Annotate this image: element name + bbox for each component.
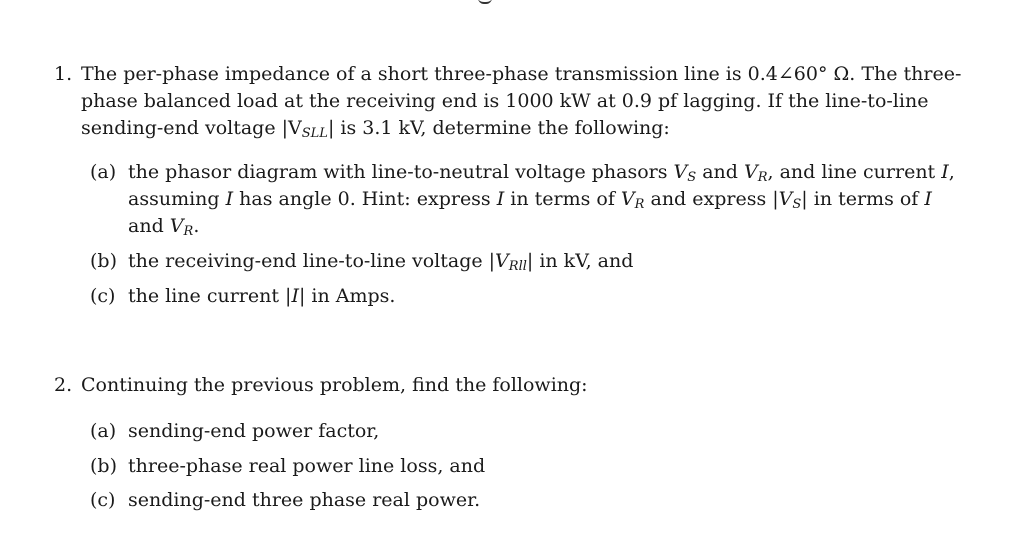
problem-2	[54, 372, 964, 399]
page-top-fragment	[478, 0, 492, 4]
statement-line: sending-end voltage $|V_{SLL}|$ is 3.1 kV, determine the following:	[81, 117, 670, 142]
part-text: the receiving-end line-to-line voltage $|V_{Rll}|$ in kV, and	[128, 250, 634, 275]
problem-number: 1.	[54, 63, 73, 85]
problem-1-part-a	[90, 159, 958, 240]
problem-statement	[81, 372, 964, 399]
problem-1-part-b	[90, 248, 958, 275]
statement-line: Continuing the previous problem, find the following:	[81, 374, 588, 396]
problem-2-part-c	[90, 487, 958, 514]
problem-2-part-a	[90, 418, 958, 445]
problem-1-part-c	[90, 283, 958, 310]
problem-statement	[81, 61, 964, 142]
part-label: (b)	[90, 455, 117, 477]
statement-line: The per-phase impedance of a short three-phase transmission line is 0.4∠60° Ω. The three-	[81, 63, 962, 85]
part-label: (a)	[90, 420, 117, 442]
part-label: (b)	[90, 250, 117, 272]
part-text: the line current |I| in Amps.	[128, 285, 396, 307]
part-label: (c)	[90, 489, 116, 511]
part-text: sending-end three phase real power.	[128, 489, 481, 511]
part-label: (c)	[90, 285, 116, 307]
statement-line: phase balanced load at the receiving end is 1000 kW at 0.9 pf lagging. If the line-to-line	[81, 90, 929, 112]
problem-1	[54, 61, 964, 142]
part-text: sending-end power factor,	[128, 420, 380, 442]
problem-2-part-b	[90, 453, 958, 480]
problem-number: 2.	[54, 374, 73, 396]
part-text: three-phase real power line loss, and	[128, 455, 486, 477]
part-label: (a)	[90, 161, 117, 183]
part-text: the phasor diagram with line-to-neutral voltage phasors $V_S$ and $V_R$, and line current I, assuming I has angle 0. Hint: express I in terms of $V_R$ and express $|V_S|$ in terms of I and $V_R$.	[128, 161, 955, 240]
